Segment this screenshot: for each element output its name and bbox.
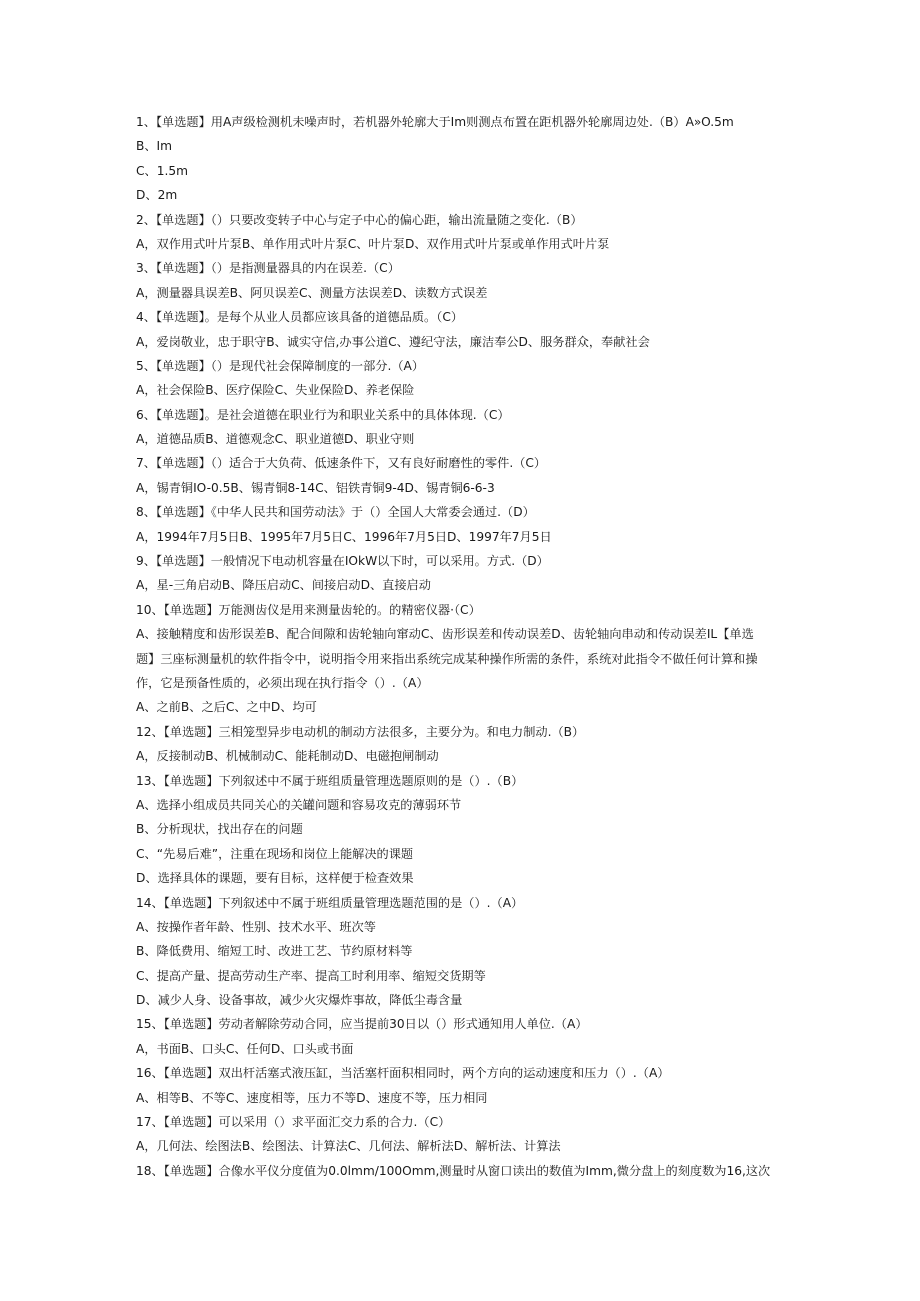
text-line: 4、【单选题】。是每个从业人员都应该具备的道德品质。（C） — [136, 310, 464, 325]
document-body — [136, 110, 782, 1183]
text-line: A，几何法、绘图法B、绘图法、计算法C、几何法、解析法D、解析法、计算法 — [136, 1139, 561, 1154]
text-line: 15、【单选题】劳动者解除劳动合同，应当提前30日以（）形式通知用人单位.（A） — [136, 1017, 588, 1032]
text-line: A，书面B、口头C、任何D、口头或书面 — [136, 1041, 354, 1056]
text-line: 6、【单选题】。是社会道德在职业行为和职业关系中的具体体现.（C） — [136, 407, 510, 422]
text-line: A，1994年7月5日B、1995年7月5日C、1996年7月5日D、1997年7月5日 — [136, 529, 552, 544]
text-line: B、Im — [136, 139, 173, 154]
text-line: 17、【单选题】可以采用（）求平面汇交力系的合力.（C） — [136, 1115, 451, 1130]
text-line: A、接触精度和齿形误差B、配合间隙和齿轮轴向窜动C、齿形误差和传动误差D、齿轮轴向串动和传动误差IL【单选 — [136, 627, 754, 642]
text-line: 题】三座标测量机的软件指令中，说明指令用来指出系统完成某种操作所需的条件，系统对此指令不做任何计算和操 — [136, 651, 758, 666]
text-line: 3、【单选题】（）是指测量器具的内在误差.（C） — [136, 261, 400, 276]
text-line: A，星-三角启动B、降压启动C、间接启动D、直接启动 — [136, 578, 431, 593]
text-line: A，锡青铜IO-0.5B、锡青铜8-14C、铝铁青铜9-4D、锡青铜6-6-3 — [136, 480, 495, 495]
text-line: D、选择具体的课题，要有目标，这样便于检查效果 — [136, 871, 414, 886]
text-line: A、选择小组成员共同关心的关罐问题和容易攻克的薄弱环节 — [136, 797, 462, 812]
text-line: D、减少人身、设备事故，减少火灾爆炸事故，降低尘毒含量 — [136, 993, 463, 1008]
text-line: D、2m — [136, 188, 178, 203]
text-line: 7、【单选题】（）适合于大负荷、低速条件下，又有良好耐磨性的零件.（C） — [136, 456, 547, 471]
text-line: A、相等B、不等C、速度相等，压力不等D、速度不等，压力相同 — [136, 1090, 488, 1105]
text-line: A，反接制动B、机械制动C、能耗制动D、电磁抱闸制动 — [136, 749, 439, 764]
text-line: 18、【单选题】合像水平仪分度值为0.0lmm/100Omm,测量时从窗口读出的数值为Imm,微分盘上的刻度数为16,这次 — [136, 1163, 771, 1178]
text-line: A、按操作者年龄、性别、技术水平、班次等 — [136, 919, 376, 934]
text-line: A，测量器具误差B、阿贝误差C、测量方法误差D、读数方式误差 — [136, 285, 488, 300]
text-line: 12、【单选题】三相笼型异步电动机的制动方法很多，主要分为。和电力制动.（B） — [136, 724, 585, 739]
text-line: 5、【单选题】（）是现代社会保障制度的一部分.（A） — [136, 358, 425, 373]
text-line: A、之前B、之后C、之中D、均可 — [136, 700, 317, 715]
text-line: 16、【单选题】双出杆活塞式液压缸，当活塞杆面积相同时，两个方向的运动速度和压力（）.（A） — [136, 1066, 670, 1081]
text-line: C、提高产量、提高劳动生产率、提高工时利用率、缩短交货期等 — [136, 968, 486, 983]
text-line: A，爱岗敬业，忠于职守B、诚实守信,办事公道C、遵纪守法，廉洁奉公D、服务群众，奉献社会 — [136, 334, 650, 349]
text-line: 9、【单选题】一般情况下电动机容量在IOkW以下时，可以采用。方式.（D） — [136, 554, 549, 569]
text-line: 10、【单选题】万能测齿仪是用来测量齿轮的。的精密仪器·（C） — [136, 602, 481, 617]
text-line: 8、【单选题】《中华人民共和国劳动法》于（）全国人大常委会通过.（D） — [136, 505, 535, 520]
text-line: 作，它是预备性质的，必须出现在执行指令（）.（A） — [136, 675, 429, 690]
text-line: A，双作用式叶片泵B、单作用式叶片泵C、叶片泵D、双作用式叶片泵或单作用式叶片泵 — [136, 236, 610, 251]
text-line: 13、【单选题】下列叙述中不属于班组质量管理选题原则的是（）.（B） — [136, 773, 524, 788]
text-line: B、分析现状，找出存在的问题 — [136, 822, 303, 837]
text-line: 2、【单选题】（）只要改变转子中心与定子中心的偏心距，输出流量随之变化.（B） — [136, 212, 583, 227]
text-line: B、降低费用、缩短工时、改进工艺、节约原材料等 — [136, 944, 413, 959]
text-line: 14、【单选题】下列叙述中不属于班组质量管理选题范围的是（）.（A） — [136, 895, 524, 910]
text-line: C、1.5m — [136, 163, 188, 178]
text-line: C、“先易后难”，注重在现场和岗位上能解决的课题 — [136, 846, 414, 861]
text-line: 1、【单选题】用A声级检测机未噪声时，若机器外轮廓大于Im则测点布置在距机器外轮廓周边处.（B）A»O.5m — [136, 115, 734, 129]
text-line: A，道德品质B、道德观念C、职业道德D、职业守则 — [136, 432, 415, 447]
text-line: A，社会保险B、医疗保险C、失业保险D、养老保险 — [136, 383, 415, 398]
